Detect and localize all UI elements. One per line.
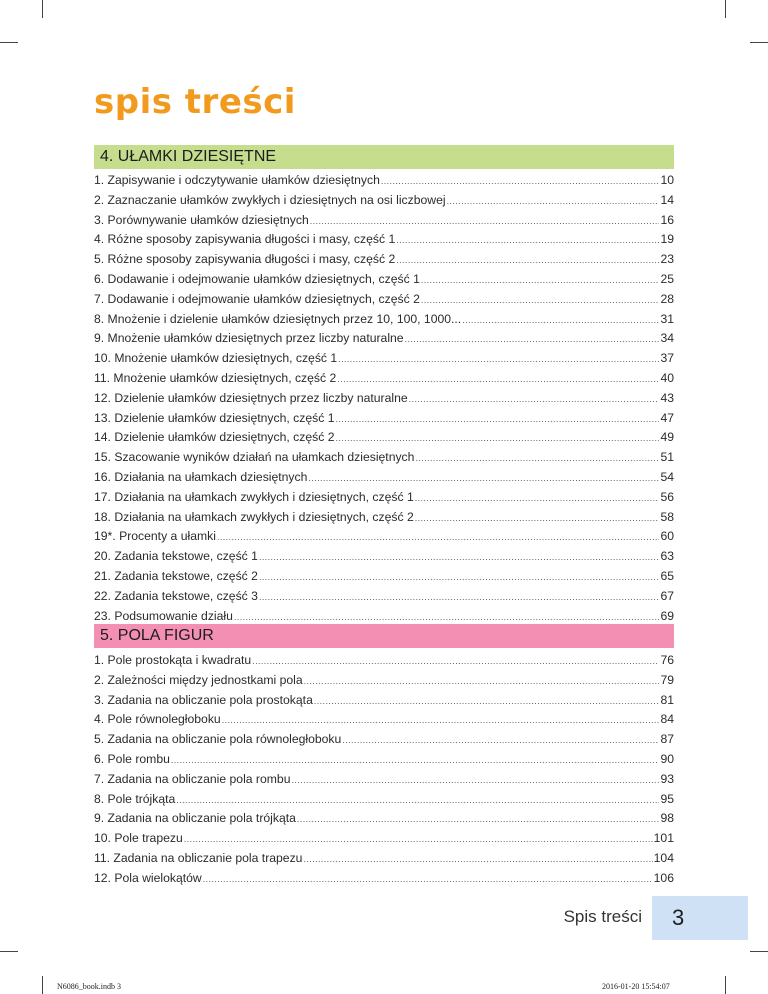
dot-leader bbox=[171, 755, 660, 765]
toc-entry[interactable] bbox=[94, 173, 674, 193]
dot-leader bbox=[222, 715, 660, 725]
toc-entry[interactable] bbox=[94, 470, 674, 490]
dot-leader bbox=[259, 552, 659, 562]
toc-entry-title: 4. Pole równoległoboku bbox=[94, 712, 221, 727]
toc-entry-page: 81 bbox=[660, 692, 674, 707]
toc-entry-title: 14. Dzielenie ułamków dziesiętnych, część 2 bbox=[94, 430, 335, 445]
toc-list-ulamki bbox=[94, 173, 674, 628]
crop-mark bbox=[750, 42, 768, 43]
toc-entry-page: 37 bbox=[660, 351, 674, 366]
dot-leader bbox=[415, 493, 660, 503]
toc-entry-page: 104 bbox=[653, 850, 674, 865]
toc-entry-title: 11. Zadania na obliczanie pola trapezu bbox=[94, 850, 303, 865]
dot-leader bbox=[259, 592, 659, 602]
toc-entry-page: 40 bbox=[660, 370, 674, 385]
toc-entry[interactable] bbox=[94, 811, 674, 831]
toc-entry[interactable] bbox=[94, 549, 674, 569]
toc-entry-page: 69 bbox=[660, 608, 674, 623]
dot-leader bbox=[308, 473, 659, 483]
dot-leader bbox=[203, 874, 653, 884]
toc-entry-title: 4. Różne sposoby zapisywania długości i masy, część 1 bbox=[94, 232, 396, 247]
dot-leader bbox=[297, 814, 660, 824]
dot-leader bbox=[405, 334, 660, 344]
toc-entry-title: 8. Pole trójkąta bbox=[94, 791, 176, 806]
dot-leader bbox=[337, 374, 659, 384]
toc-entry-page: 56 bbox=[660, 489, 674, 504]
dot-leader bbox=[462, 315, 659, 325]
dot-leader bbox=[303, 854, 652, 864]
crop-mark bbox=[725, 0, 726, 18]
toc-entry-title: 6. Dodawanie i odejmowanie ułamków dziesiętnych, część 1 bbox=[94, 271, 420, 286]
toc-entry-title: 15. Szacowanie wyników działań na ułamkach dziesiętnych bbox=[94, 450, 415, 465]
toc-entry[interactable] bbox=[94, 851, 674, 871]
toc-entry-title: 12. Dzielenie ułamków dziesiętnych przez liczby naturalne bbox=[94, 390, 408, 405]
toc-entry-title: 11. Mnożenie ułamków dziesiętnych, część 2 bbox=[94, 370, 337, 385]
toc-entry[interactable] bbox=[94, 292, 674, 312]
toc-entry[interactable] bbox=[94, 712, 674, 732]
print-slug-timestamp: 2016-01-20 15:54:07 bbox=[602, 982, 670, 991]
toc-entry[interactable] bbox=[94, 871, 674, 891]
toc-entry[interactable] bbox=[94, 831, 674, 851]
toc-entry[interactable] bbox=[94, 193, 674, 213]
toc-entry[interactable] bbox=[94, 732, 674, 752]
dot-leader bbox=[415, 513, 660, 523]
toc-entry-page: 31 bbox=[660, 311, 674, 326]
toc-entry-page: 47 bbox=[660, 410, 674, 425]
toc-entry-title: 19*. Procenty a ułamki bbox=[94, 529, 216, 544]
toc-entry-title: 1. Zapisywanie i odczytywanie ułamków dziesiętnych bbox=[94, 173, 380, 187]
toc-entry[interactable] bbox=[94, 450, 674, 470]
dot-leader bbox=[338, 354, 659, 364]
toc-entry[interactable] bbox=[94, 371, 674, 391]
toc-entry-page: 58 bbox=[660, 509, 674, 524]
toc-entry-page: 34 bbox=[660, 331, 674, 346]
toc-entry-page: 28 bbox=[660, 291, 674, 306]
toc-entry-page: 16 bbox=[660, 212, 674, 227]
toc-entry-title: 12. Pola wielokątów bbox=[94, 870, 202, 885]
dot-leader bbox=[421, 295, 660, 305]
dot-leader bbox=[381, 176, 660, 186]
toc-entry-title: 5. Zadania na obliczanie pola równoległoboku bbox=[94, 732, 342, 747]
toc-entry-page: 49 bbox=[660, 430, 674, 445]
toc-entry-page: 95 bbox=[660, 791, 674, 806]
toc-entry[interactable] bbox=[94, 411, 674, 431]
toc-entry[interactable] bbox=[94, 213, 674, 233]
page-title: spis treści bbox=[94, 82, 296, 122]
toc-entry-page: 79 bbox=[660, 672, 674, 687]
toc-entry[interactable] bbox=[94, 312, 674, 332]
dot-leader bbox=[291, 775, 659, 785]
page-number-tab: 3 bbox=[652, 896, 748, 940]
toc-entry-page: 43 bbox=[660, 390, 674, 405]
toc-entry-page: 90 bbox=[660, 751, 674, 766]
toc-entry-page: 65 bbox=[660, 568, 674, 583]
toc-entry-title: 9. Mnożenie ułamków dziesiętnych przez liczby naturalne bbox=[94, 331, 404, 346]
footer-section-label: Spis treści bbox=[563, 907, 642, 926]
crop-mark bbox=[42, 976, 43, 994]
toc-entry-page: 98 bbox=[660, 811, 674, 826]
toc-entry[interactable] bbox=[94, 490, 674, 510]
toc-entry[interactable] bbox=[94, 569, 674, 589]
toc-entry[interactable] bbox=[94, 653, 674, 673]
toc-entry-page: 93 bbox=[660, 771, 674, 786]
toc-entry-title: 7. Zadania na obliczanie pola rombu bbox=[94, 771, 291, 786]
crop-mark bbox=[0, 951, 18, 952]
toc-entry-page: 106 bbox=[653, 870, 674, 885]
toc-entry-title: 3. Zadania na obliczanie pola prostokąta bbox=[94, 692, 313, 707]
toc-entry-page: 23 bbox=[660, 252, 674, 267]
dot-leader bbox=[314, 696, 660, 706]
dot-leader bbox=[304, 676, 660, 686]
toc-entry-page: 25 bbox=[660, 271, 674, 286]
toc-entry-title: 3. Porównywanie ułamków dziesiętnych bbox=[94, 212, 309, 227]
toc-entry-page: 101 bbox=[653, 831, 674, 846]
toc-entry-title: 20. Zadania tekstowe, część 1 bbox=[94, 549, 258, 564]
toc-entry-page: 19 bbox=[660, 232, 674, 247]
toc-entry-page: 63 bbox=[660, 549, 674, 564]
section-heading-ulamki: 4. UŁAMKI DZIESIĘTNE bbox=[94, 145, 674, 169]
toc-entry[interactable] bbox=[94, 693, 674, 713]
dot-leader bbox=[310, 216, 660, 226]
toc-entry[interactable] bbox=[94, 752, 674, 772]
toc-entry[interactable] bbox=[94, 430, 674, 450]
toc-entry-title: 6. Pole rombu bbox=[94, 751, 170, 766]
toc-entry-title: 22. Zadania tekstowe, część 3 bbox=[94, 588, 258, 603]
toc-entry-page: 67 bbox=[660, 588, 674, 603]
toc-entry-page: 60 bbox=[660, 529, 674, 544]
toc-entry-title: 5. Różne sposoby zapisywania długości i masy, część 2 bbox=[94, 252, 396, 267]
toc-entry[interactable] bbox=[94, 529, 674, 549]
crop-mark bbox=[725, 976, 726, 994]
toc-entry-title: 9. Zadania na obliczanie pola trójkąta bbox=[94, 811, 296, 826]
dot-leader bbox=[396, 235, 659, 245]
dot-leader bbox=[184, 834, 653, 844]
dot-leader bbox=[252, 656, 659, 666]
toc-entry-page: 87 bbox=[660, 732, 674, 747]
toc-entry[interactable] bbox=[94, 589, 674, 609]
dot-leader bbox=[217, 532, 660, 542]
dot-leader bbox=[259, 572, 659, 582]
toc-entry[interactable] bbox=[94, 351, 674, 371]
toc-entry-title: 10. Mnożenie ułamków dziesiętnych, część 1 bbox=[94, 351, 338, 366]
dot-leader bbox=[335, 433, 659, 443]
dot-leader bbox=[415, 453, 659, 463]
toc-entry-title: 1. Pole prostokąta i kwadratu bbox=[94, 653, 252, 667]
toc-entry[interactable] bbox=[94, 391, 674, 411]
toc-entry[interactable] bbox=[94, 673, 674, 693]
crop-mark bbox=[42, 0, 43, 18]
toc-entry[interactable] bbox=[94, 272, 674, 292]
toc-entry[interactable] bbox=[94, 331, 674, 351]
toc-entry-page: 76 bbox=[660, 653, 674, 667]
dot-leader bbox=[409, 394, 660, 404]
section-heading-pola-figur: 5. POLA FIGUR bbox=[94, 624, 674, 648]
toc-entry[interactable] bbox=[94, 772, 674, 792]
toc-entry[interactable] bbox=[94, 510, 674, 530]
toc-entry-title: 10. Pole trapezu bbox=[94, 831, 183, 846]
toc-entry-title: 17. Działania na ułamkach zwykłych i dziesiętnych, część 1 bbox=[94, 489, 414, 504]
dot-leader bbox=[335, 414, 659, 424]
toc-entry-title: 13. Dzielenie ułamków dziesiętnych, część 1 bbox=[94, 410, 335, 425]
toc-list-pola-figur bbox=[94, 653, 674, 891]
print-slug-file: N6086_book.indb 3 bbox=[57, 982, 121, 991]
crop-mark bbox=[750, 951, 768, 952]
toc-entry[interactable] bbox=[94, 792, 674, 812]
toc-entry-page: 14 bbox=[660, 192, 674, 207]
toc-entry-page: 10 bbox=[660, 173, 674, 187]
toc-entry-title: 2. Zaznaczanie ułamków zwykłych i dziesiętnych na osi liczbowej bbox=[94, 192, 446, 207]
dot-leader bbox=[421, 275, 660, 285]
toc-entry-page: 51 bbox=[660, 450, 674, 465]
toc-entry-page: 54 bbox=[660, 469, 674, 484]
toc-entry-title: 18. Działania na ułamkach zwykłych i dziesiętnych, część 2 bbox=[94, 509, 414, 524]
toc-entry-title: 16. Działania na ułamkach dziesiętnych bbox=[94, 469, 308, 484]
dot-leader bbox=[447, 196, 660, 206]
dot-leader bbox=[176, 795, 659, 805]
toc-entry[interactable] bbox=[94, 252, 674, 272]
crop-mark bbox=[0, 42, 18, 43]
toc-entry-page: 84 bbox=[660, 712, 674, 727]
dot-leader bbox=[234, 612, 660, 622]
dot-leader bbox=[342, 735, 659, 745]
toc-entry[interactable] bbox=[94, 232, 674, 252]
toc-entry-title: 8. Mnożenie i dzielenie ułamków dziesiętnych przez 10, 100, 1000... bbox=[94, 311, 462, 326]
toc-entry-title: 23. Podsumowanie działu bbox=[94, 608, 233, 623]
toc-entry-title: 21. Zadania tekstowe, część 2 bbox=[94, 568, 258, 583]
dot-leader bbox=[396, 255, 659, 265]
toc-entry-title: 2. Zależności między jednostkami pola bbox=[94, 672, 303, 687]
toc-entry-title: 7. Dodawanie i odejmowanie ułamków dziesiętnych, część 2 bbox=[94, 291, 420, 306]
